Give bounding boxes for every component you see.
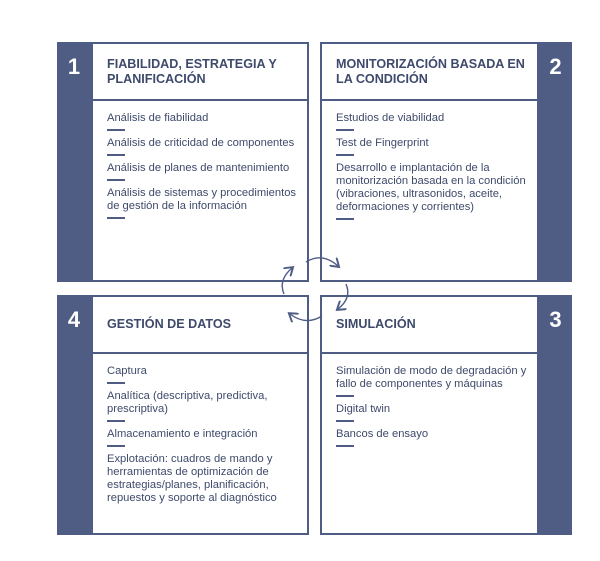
list-item-text: Explotación: cuadros de mando y herramientas de optimización de estrategias/planes, planificación, repuestos y soporte al diagnóstico <box>107 453 277 504</box>
list-item-text: Desarrollo e implantación de la monitorización basada en la condición (vibraciones, ultrasonidos, aceite, deformaciones y corrientes) <box>336 162 526 213</box>
list-item-text: Estudios de viabilidad <box>336 112 445 124</box>
list-item-text: Análisis de planes de mantenimiento <box>107 162 290 174</box>
list-item-text: Almacenamiento e integración <box>107 428 258 440</box>
quadrant-3-title: SIMULACIÓN <box>336 317 416 331</box>
list-item-text: Digital twin <box>336 403 391 415</box>
list-item-text: Análisis de fiabilidad <box>107 112 209 124</box>
list-item-text: Analítica (descriptiva, predictiva, prescriptiva) <box>107 390 268 415</box>
arrow-2-to-3 <box>338 284 348 309</box>
list-item-text: Captura <box>107 365 147 377</box>
list-item-text: Test de Fingerprint <box>336 137 429 149</box>
arrow-1-to-2 <box>306 258 338 266</box>
quadrant-2-title: MONITORIZACIÓN BASADA EN LA CONDICIÓN <box>336 57 525 86</box>
quadrant-2-number: 2 <box>549 54 562 79</box>
arrow-3-to-4 <box>290 314 322 321</box>
quadrant-4-title: GESTIÓN DE DATOS <box>107 317 232 331</box>
list-item-text: Análisis de sistemas y procedimientos de gestión de la información <box>107 187 297 212</box>
quadrant-1-title: FIABILIDAD, ESTRATEGIA Y PLANIFICACIÓN <box>107 57 277 86</box>
quadrant-4-number: 4 <box>67 307 81 332</box>
arrow-4-to-1 <box>282 268 292 294</box>
list-item-text: Bancos de ensayo <box>336 428 429 440</box>
list-item-text: Simulación de modo de degradación y fallo de componentes y máquinas <box>336 365 527 390</box>
quadrant-1-number: 1 <box>67 54 81 79</box>
quadrant-3-number: 3 <box>549 307 562 332</box>
list-item-text: Análisis de criticidad de componentes <box>107 137 295 149</box>
